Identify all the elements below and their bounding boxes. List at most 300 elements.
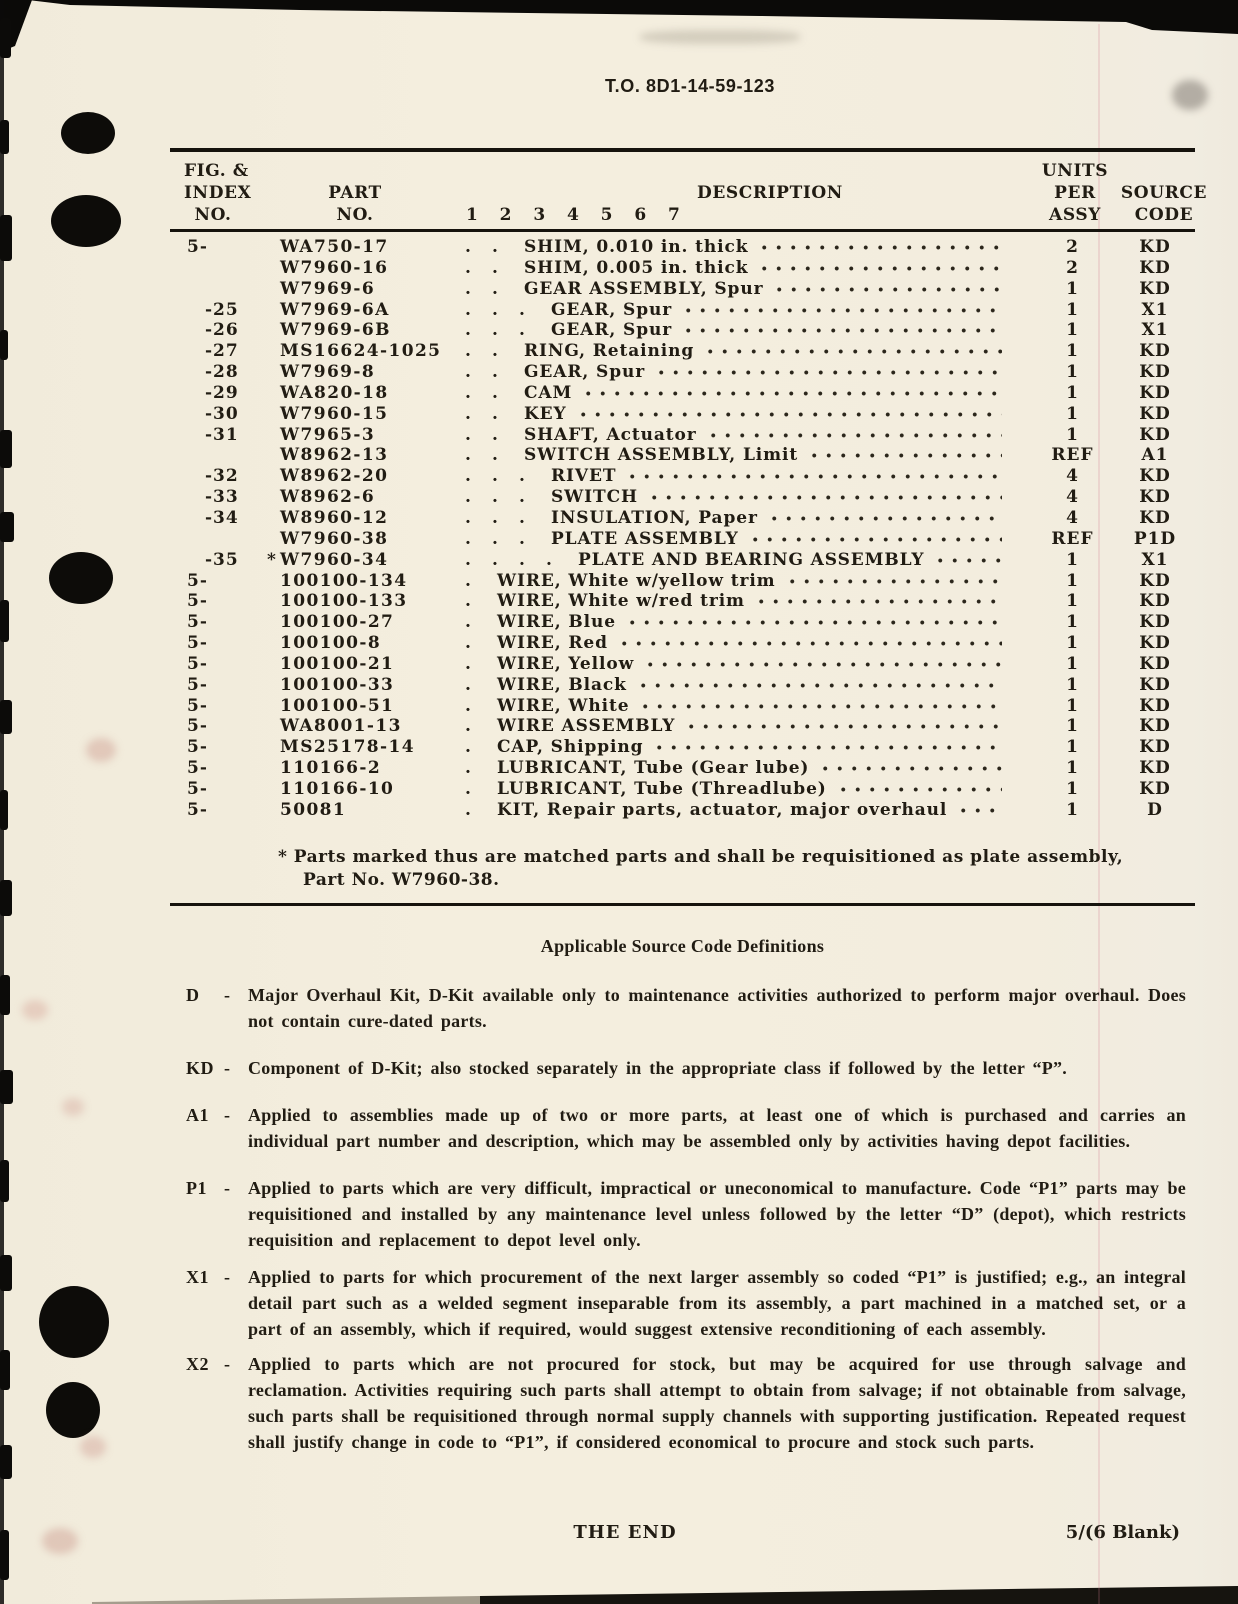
indent-dot: . [492,278,498,299]
description-cell [465,341,1030,362]
dot-leader [652,362,1002,383]
units-per-assy-cell: 1 [1066,403,1079,424]
part-number-cell [280,383,465,404]
header-units-line1: UNITS [1041,161,1109,181]
indent-dot: . [465,549,471,570]
definition-code: X2 [186,1354,209,1374]
table-row [170,716,1195,737]
dot-leader [834,779,1002,800]
header-fig-line3: NO. [194,205,232,225]
source-code-cell: KD [1139,278,1171,299]
definition-item [186,982,1186,1034]
header-part-line1: PART [328,183,382,203]
indent-dot: . [465,424,471,445]
source-code-cell: X1 [1141,299,1169,320]
description-text: WIRE, Red [497,633,608,654]
fig-index-cell: -35 [205,549,239,570]
indent-dot: . [492,320,498,341]
indent-dot: . [492,445,498,466]
description-text: WIRE, White [497,695,630,716]
indent-dot: . [465,257,471,278]
source-code-cell: KD [1139,257,1171,278]
part-number-cell [280,529,465,550]
part-number-text: 100100-51 [280,695,395,716]
units-per-assy-cell: 1 [1066,799,1079,820]
description-cell [465,237,1030,258]
indent-dot: . [492,487,498,508]
part-number-cell [280,487,465,508]
indent-dot: . [465,716,471,737]
fig-index-cell: 5- [187,695,208,716]
part-number-text: W7969-8 [280,362,376,383]
fig-index-cell: 5- [187,758,208,779]
dot-leader [679,300,1002,321]
punch-hole [39,1286,109,1358]
fig-index-cell: -26 [205,320,239,341]
indent-dot: . [492,382,498,403]
description-text: WIRE, Yellow [497,653,635,674]
table-row [170,341,1195,362]
table-row [170,404,1195,425]
indent-dot: . [465,653,471,674]
table-row [170,425,1195,446]
dot-leader [805,445,1002,466]
description-text: SWITCH [551,487,638,508]
table-row [170,487,1195,508]
left-scan-edge [0,0,18,1604]
part-number-text: 100100-33 [280,674,395,695]
dot-leader [650,737,1002,758]
indent-dot: . [465,341,471,362]
description-text: SHIM, 0.010 in. thick [524,237,749,257]
header-fig-line1: FIG. & [184,161,249,181]
indent-dot: . [465,528,471,549]
part-number-text: W7960-34 [280,549,389,570]
header-part-line2: NO. [336,205,374,225]
part-number-cell [280,654,465,675]
units-per-assy-cell: 1 [1066,382,1079,403]
indent-dot: . [492,341,498,362]
fig-index-cell: 5- [187,591,208,612]
description-text: CAP, Shipping [497,737,644,758]
fig-index-cell: 5- [187,799,208,820]
indent-dot: . [465,466,471,487]
part-number-cell [280,779,465,800]
dot-leader [634,675,1002,696]
source-code-cell: KD [1139,237,1171,257]
units-per-assy-cell: 1 [1066,591,1079,612]
description-text: WIRE, White w/red trim [497,591,745,612]
part-number-text: 100100-134 [280,570,408,591]
units-per-assy-cell: 4 [1066,507,1079,528]
source-code-cell: A1 [1141,445,1169,466]
fig-index-cell: 5- [187,737,208,758]
dot-leader [704,425,1002,446]
part-number-cell [280,320,465,341]
source-code-cell: KD [1139,695,1171,716]
dot-leader [645,487,1002,508]
part-number-text: 100100-21 [280,653,395,674]
definition-item [186,1264,1186,1342]
indent-dot: . [492,237,498,257]
header-units-line2: PER [1054,183,1096,203]
description-cell [465,300,1030,321]
indent-dot: . [465,612,471,633]
dot-leader [615,633,1002,654]
header-fig-line2: INDEX [184,183,252,203]
source-code-cell: KD [1139,487,1171,508]
stain [86,738,116,762]
table-row [170,320,1195,341]
description-text: INSULATION, Paper [551,507,758,528]
part-number-text: WA8001-13 [280,716,402,737]
indent-dot: . [465,778,471,799]
source-code-cell: KD [1139,778,1171,799]
dot-leader [701,341,1002,362]
punch-hole [61,112,115,154]
indent-dot: . [492,549,498,570]
description-cell [465,612,1030,633]
source-code-cell: KD [1139,466,1171,487]
source-code-cell: KD [1139,674,1171,695]
part-number-cell [280,696,465,717]
table-row [170,696,1195,717]
stain [22,1000,48,1020]
description-text: GEAR, Spur [551,320,673,341]
part-number-cell [280,404,465,425]
stain [80,1436,106,1458]
punch-hole [51,195,121,247]
part-number-cell [280,633,465,654]
fig-index-cell: 5- [187,633,208,654]
table-row [170,550,1195,571]
table-row [170,758,1195,779]
indent-dot: . [492,403,498,424]
dot-leader [783,571,1002,592]
description-cell [465,571,1030,592]
definition-code: X1 [186,1267,209,1287]
definition-code: P1 [186,1178,207,1198]
definition-separator: - [224,1105,230,1125]
source-code-cell: KD [1139,382,1171,403]
part-number-text: 100100-133 [280,591,408,612]
table-row [170,466,1195,487]
indent-dot: . [465,507,471,528]
dot-leader [746,529,1002,550]
indent-dot: . [519,299,525,320]
part-number-text: W7960-16 [280,257,389,278]
units-per-assy-cell: 2 [1066,257,1079,278]
part-number-text: 110166-10 [280,778,395,799]
fig-index-cell: -25 [205,299,239,320]
indent-dot: . [492,424,498,445]
dot-leader [682,716,1002,737]
part-number-cell [280,425,465,446]
part-number-cell [280,571,465,592]
description-cell [465,737,1030,758]
indent-dot: . [465,445,471,466]
source-code-cell: KD [1139,591,1171,612]
dot-leader [574,404,1002,425]
source-code-cell: KD [1139,507,1171,528]
description-text: GEAR, Spur [524,362,646,383]
dot-leader [752,591,1002,612]
units-per-assy-cell: 1 [1066,570,1079,591]
smudge [1172,80,1208,110]
units-per-assy-cell: 1 [1066,716,1079,737]
source-code-cell: KD [1139,612,1171,633]
description-cell [465,633,1030,654]
description-cell [465,800,1030,821]
description-cell [465,675,1030,696]
dot-leader [931,550,1002,571]
units-per-assy-cell: REF [1051,528,1094,549]
part-number-cell [280,341,465,362]
dot-leader [636,696,1002,717]
part-number-text: 110166-2 [280,758,382,779]
part-number-text: 100100-8 [280,633,382,654]
indent-dot: . [465,591,471,612]
units-per-assy-cell: 2 [1066,237,1079,257]
definition-separator: - [224,1178,230,1198]
definition-text: Applied to parts for which procurement of the next larger assembly so coded “P1” is justified; e.g., an integral detail part such as a welded segment inseparable from its assembly, a part machined in a matched set, or a part of an assembly, which if required, would suggest extensive reconditioning of each assembly. [248,1267,1186,1339]
table-row [170,445,1195,466]
indent-dot: . [465,320,471,341]
description-cell [465,529,1030,550]
table-row [170,675,1195,696]
fig-index-cell: -27 [205,341,239,362]
part-number-cell [280,800,465,821]
indent-dot: . [492,257,498,278]
description-cell [465,279,1030,300]
punch-hole [46,1382,100,1438]
units-per-assy-cell: 1 [1066,320,1079,341]
table-row [170,571,1195,592]
description-text: SHIM, 0.005 in. thick [524,257,749,278]
part-number-text: WA820-18 [280,382,389,403]
part-number-text: 100100-27 [280,612,395,633]
units-per-assy-cell: 1 [1066,778,1079,799]
dot-leader [755,237,1002,258]
part-number-text: W8962-6 [280,487,376,508]
header-indent-scale: 1 2 3 4 5 6 7 [466,205,680,225]
dot-leader [954,800,1002,821]
stain [62,1098,84,1116]
source-code-cell: X1 [1141,320,1169,341]
part-number-text: MS25178-14 [280,737,415,758]
indent-dot: . [492,507,498,528]
footer-the-end: THE END [573,1522,677,1543]
units-per-assy-cell: 4 [1066,466,1079,487]
dot-leader [765,508,1002,529]
definition-text: Applied to assemblies made up of two or more parts, at least one of which is purchased and carries an individual part number and description, which may be assembled only by activities having depot facilities. [248,1105,1186,1151]
table-rule-bottom [170,903,1195,906]
part-number-cell [280,237,465,258]
dot-leader [623,612,1002,633]
definition-item [186,1351,1186,1455]
description-text: GEAR ASSEMBLY, Spur [524,278,764,299]
table-row [170,508,1195,529]
table-rule-mid [170,229,1195,232]
units-per-assy-cell: 1 [1066,299,1079,320]
indent-dot: . [465,299,471,320]
units-per-assy-cell: 4 [1066,487,1079,508]
source-code-cell: KD [1139,758,1171,779]
fig-index-cell: 5- [187,570,208,591]
description-cell [465,404,1030,425]
units-per-assy-cell: 1 [1066,737,1079,758]
description-text: CAM [524,382,573,403]
footnote-line2: Part No. W7960-38. [303,870,500,890]
table-footnote [278,846,1123,892]
header-source-line2: CODE [1134,205,1194,225]
indent-dot: . [465,737,471,758]
part-number-text: W8962-13 [280,445,389,466]
fig-index-cell: -33 [205,487,239,508]
part-number-text: W8960-12 [280,507,389,528]
definition-separator: - [224,1058,230,1078]
fig-index-cell: -28 [205,362,239,383]
definition-item [186,1102,1186,1154]
part-number-cell [280,508,465,529]
part-number-text: W7969-6B [280,320,391,341]
part-number-cell [280,737,465,758]
part-number-cell [280,258,465,279]
table-row [170,779,1195,800]
part-number-text: W7960-15 [280,403,389,424]
indent-dot: . [519,549,525,570]
indent-dot: . [465,695,471,716]
units-per-assy-cell: 1 [1066,653,1079,674]
description-cell [465,591,1030,612]
source-code-cell: KD [1139,403,1171,424]
table-row [170,591,1195,612]
description-cell [465,550,1030,571]
part-number-cell [280,591,465,612]
definition-code: A1 [186,1105,209,1125]
indent-dot: . [465,633,471,654]
description-text: KIT, Repair parts, actuator, major overhaul [497,799,948,820]
indent-dot: . [519,487,525,508]
indent-dot: . [492,466,498,487]
top-scan-edge [0,0,1238,52]
table-row [170,737,1195,758]
smudge [640,30,800,44]
bottom-scan-edge [0,1582,1238,1604]
indent-dot: . [546,549,552,570]
fig-index-cell: -30 [205,403,239,424]
indent-dot: . [465,278,471,299]
description-text: GEAR, Spur [551,299,673,320]
dot-leader [755,258,1002,279]
indent-dot: . [519,320,525,341]
header-source-line1: SOURCE [1120,183,1208,203]
units-per-assy-cell: REF [1051,445,1094,466]
description-cell [465,716,1030,737]
part-number-cell [280,445,465,466]
table-row [170,800,1195,821]
definition-text: Component of D-Kit; also stocked separately in the appropriate class if followed by the letter “P”. [248,1058,1068,1078]
definition-text: Applied to parts which are not procured for stock, but may be acquired for use through salvage and reclamation. Activities requiring such parts shall attempt to obtain from salvage; if not obtainable from salvage, such parts shall be requisitioned through normal supply channels with supporting justification. Repeated request shall justify change in code to “P1”, if considered economical to procure and stock such parts. [248,1354,1186,1452]
description-text: RIVET [551,466,617,487]
dot-leader [623,466,1002,487]
fig-index-cell: -34 [205,507,239,528]
description-cell [465,654,1030,675]
description-cell [465,487,1030,508]
description-text: SWITCH ASSEMBLY, Limit [524,445,799,466]
indent-dot: . [465,237,471,257]
table-row [170,654,1195,675]
indent-dot: . [465,758,471,779]
definition-item [186,1175,1186,1253]
part-number-cell [267,549,465,571]
units-per-assy-cell: 1 [1066,758,1079,779]
footer-page-number: 5/(6 Blank) [1065,1522,1180,1543]
description-text: SHAFT, Actuator [524,424,697,445]
source-code-cell: D [1147,799,1163,820]
definition-separator: - [224,1354,230,1374]
source-code-cell: KD [1139,570,1171,591]
definition-item [186,1055,1186,1081]
definition-text: Applied to parts which are very difficult, impractical or uneconomical to manufacture. Code “P1” parts may be requisitioned and installed by any maintenance level unless followed by the letter “D” (depot), which restricts requisition and replacement to depot level only. [248,1178,1186,1250]
part-number-cell [280,300,465,321]
dot-leader [679,320,1002,341]
indent-dot: . [492,362,498,383]
fig-index-cell: -31 [205,424,239,445]
indent-dot: . [465,570,471,591]
description-cell [465,779,1030,800]
part-number-text: W7960-38 [280,528,389,549]
indent-dot: . [492,528,498,549]
source-code-cell: KD [1139,633,1171,654]
description-text: LUBRICANT, Tube (Threadlube) [497,778,827,799]
footnote-line1: * Parts marked thus are matched parts and shall be requisitioned as plate assembly, [278,847,1124,867]
definition-code: KD [186,1058,214,1078]
description-cell [465,758,1030,779]
description-text: WIRE, Black [497,674,627,695]
description-text: PLATE ASSEMBLY [551,528,739,549]
dot-leader [579,383,1002,404]
part-number-cell [280,716,465,737]
description-cell [465,466,1030,487]
part-number-text: WA750-17 [280,237,389,257]
indent-dot: . [465,487,471,508]
part-number-text: MS16624-1025 [280,341,442,362]
stain [42,1528,78,1554]
dot-leader [641,654,1002,675]
table-row [170,279,1195,300]
description-cell [465,362,1030,383]
table-row [170,237,1195,258]
description-text: PLATE AND BEARING ASSEMBLY [578,549,925,570]
units-per-assy-cell: 1 [1066,424,1079,445]
indent-dot: . [519,528,525,549]
indent-dot: . [465,403,471,424]
dot-leader [816,758,1002,779]
part-number-text: W7969-6A [280,299,390,320]
part-number-cell [280,279,465,300]
description-text: WIRE, White w/yellow trim [497,570,776,591]
part-number-text: W8962-20 [280,466,389,487]
description-text: LUBRICANT, Tube (Gear lube) [497,758,810,779]
description-cell [465,696,1030,717]
description-cell [465,383,1030,404]
part-number-text: 50081 [280,799,347,820]
part-number-text: W7965-3 [280,424,376,445]
units-per-assy-cell: 1 [1066,695,1079,716]
description-text: WIRE, Blue [497,612,616,633]
table-row [170,258,1195,279]
